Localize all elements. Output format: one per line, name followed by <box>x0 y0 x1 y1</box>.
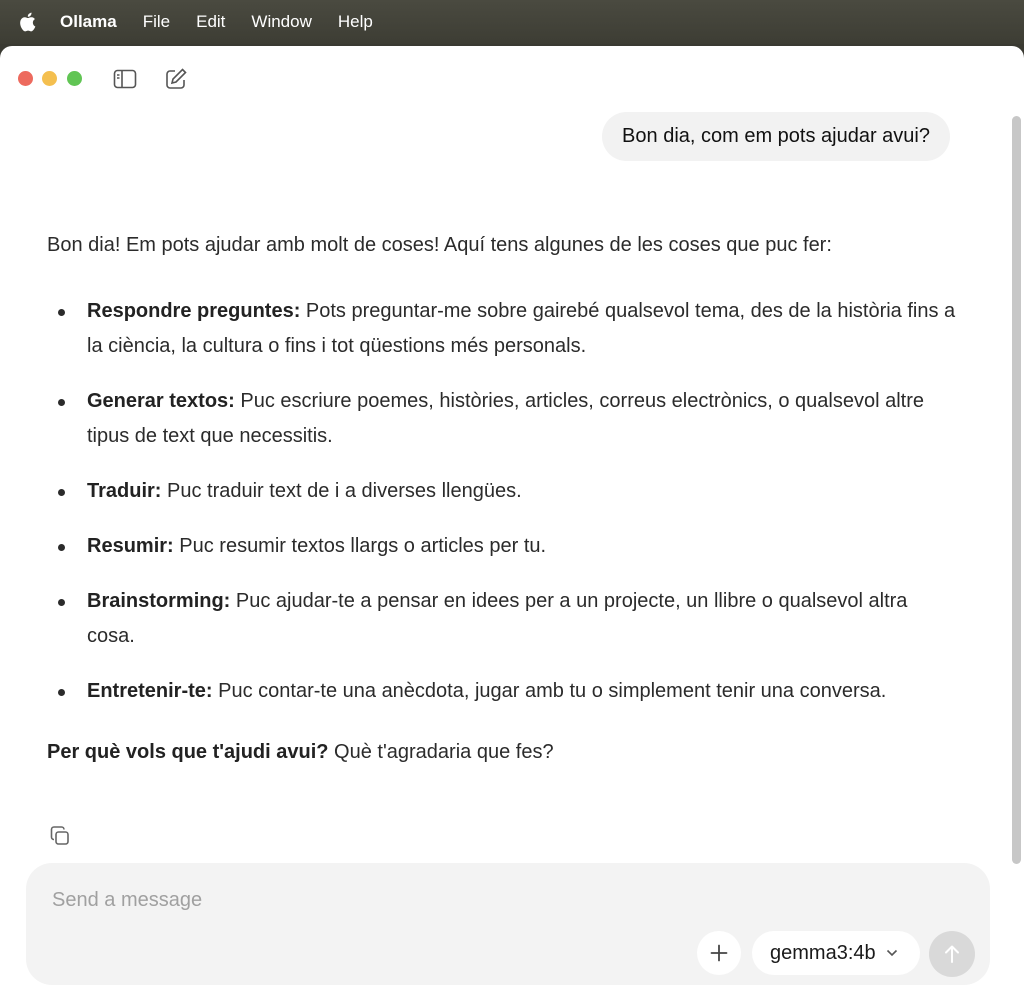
add-attachment-button[interactable] <box>697 931 741 975</box>
window-minimize-button[interactable] <box>42 71 57 86</box>
message-input[interactable] <box>52 885 952 915</box>
window-maximize-button[interactable] <box>67 71 82 86</box>
list-item-text: Puc traduir text de i a diverses llengües. <box>161 480 522 502</box>
model-name: gemma3:4b <box>770 941 876 964</box>
arrow-up-icon <box>943 944 961 964</box>
list-item-title: Resumir: <box>87 535 174 557</box>
list-item-text: Pots preguntar-me sobre gairebé qualsevol tema, des de la història fins a la ciència, la cultura o fins i tot qüestions més personals. <box>87 300 956 357</box>
menu-app-name[interactable]: Ollama <box>60 12 117 31</box>
assistant-bullet-list <box>47 294 957 709</box>
list-item <box>47 674 957 709</box>
model-selector[interactable] <box>752 931 920 975</box>
assistant-message <box>47 230 957 767</box>
send-button[interactable] <box>929 931 975 977</box>
assistant-closing <box>47 737 957 767</box>
list-item-text: Puc escriure poemes, històries, articles, correus electrònics, o qualsevol altre tipus de text que necessitis. <box>87 390 925 447</box>
list-item-text: Puc contar-te una anècdota, jugar amb tu o simplement tenir una conversa. <box>212 680 887 702</box>
copy-icon[interactable] <box>49 825 71 847</box>
plus-icon <box>709 943 729 963</box>
list-item <box>47 529 957 564</box>
chevron-down-icon <box>886 949 898 957</box>
list-item-title: Generar textos: <box>87 390 235 412</box>
list-item-title: Respondre preguntes: <box>87 300 301 322</box>
list-item-text: Puc ajudar-te a pensar en idees per a un projecte, un llibre o qualsevol altra cosa. <box>87 590 908 647</box>
menu-file[interactable]: File <box>142 12 171 31</box>
new-chat-icon[interactable] <box>164 67 188 91</box>
list-item-title: Traduir: <box>87 480 162 502</box>
list-item <box>47 384 957 454</box>
menu-edit[interactable]: Edit <box>196 12 226 31</box>
list-item-title: Entretenir-te: <box>87 680 213 702</box>
message-composer <box>26 863 990 985</box>
list-item <box>47 294 957 364</box>
menu-window[interactable]: Window <box>251 12 312 31</box>
assistant-intro: Bon dia! Em pots ajudar amb molt de coses! Aquí tens algunes de les coses que puc fer: <box>47 234 832 256</box>
window-close-button[interactable] <box>18 71 33 86</box>
list-item <box>47 474 957 509</box>
menu-bar <box>0 0 1024 44</box>
menu-help[interactable]: Help <box>337 12 373 31</box>
list-item-title: Brainstorming: <box>87 590 231 612</box>
user-message-bubble: Bon dia, com em pots ajudar avui? <box>602 112 950 161</box>
apple-logo-icon[interactable] <box>17 11 37 33</box>
list-item-text: Puc resumir textos llargs o articles per tu. <box>173 535 547 557</box>
app-window <box>0 46 1024 1000</box>
closing-text: Què t'agradaria que fes? <box>328 741 554 763</box>
chat-scrollbar[interactable] <box>1008 108 1024 868</box>
closing-question: Per què vols que t'ajudi avui? <box>47 741 329 763</box>
sidebar-toggle-icon[interactable] <box>113 67 137 91</box>
scrollbar-thumb[interactable] <box>1012 116 1021 864</box>
list-item <box>47 584 957 654</box>
